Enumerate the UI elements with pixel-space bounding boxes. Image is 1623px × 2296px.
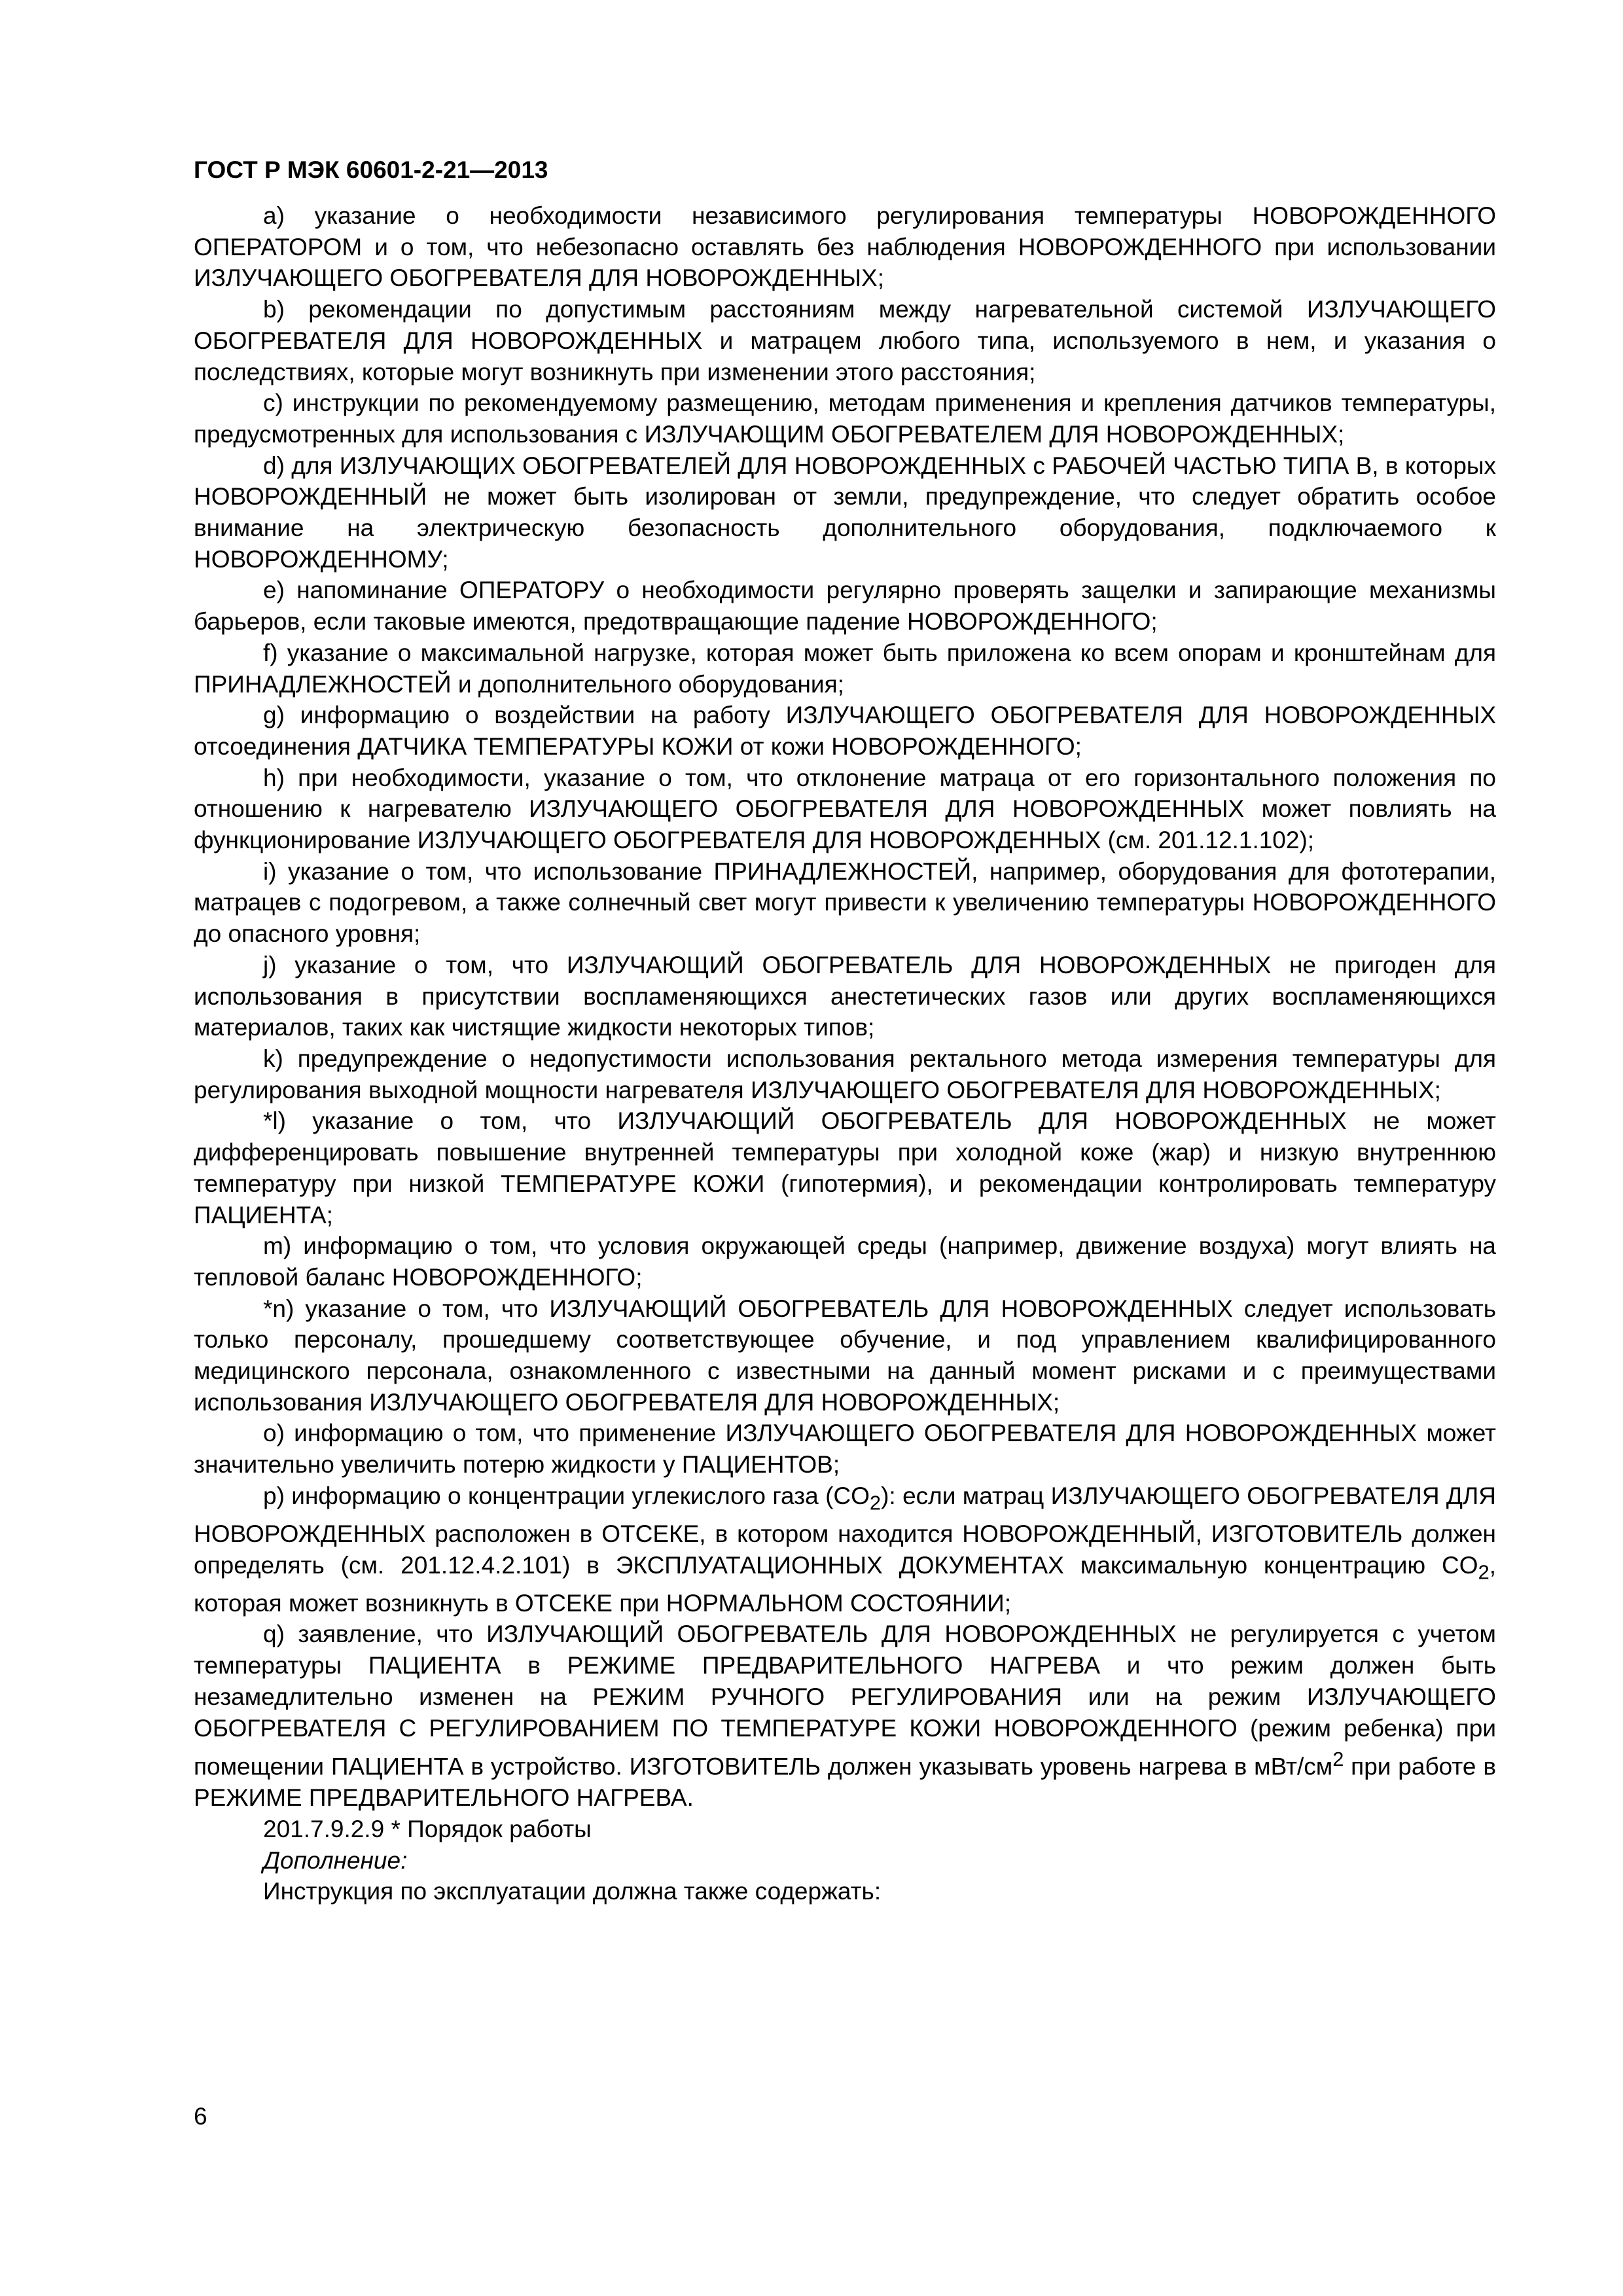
list-item-k: k) предупреждение о недопустимости использования ректального метода измерения температуры для регулирования выходной мощности нагревателя ИЗЛУЧАЮЩЕГО ОБОГРЕВАТЕЛЯ ДЛЯ НОВОРОЖДЕННЫХ; [194, 1045, 1496, 1103]
list-item-f: f) указание о максимальной нагрузке, которая может быть приложена ко всем опорам и кронштейнам для ПРИНАДЛЕЖНОСТЕЙ и дополнительного оборудования; [194, 639, 1496, 698]
list-item-p-text-3: , которая может возникнуть в ОТСЕКЕ при НОРМАЛЬНОМ СОСТОЯНИИ; [194, 1551, 1496, 1617]
page-number: 6 [194, 2103, 207, 2130]
list-item-n: *n) указание о том, что ИЗЛУЧАЮЩИЙ ОБОГРЕВАТЕЛЬ ДЛЯ НОВОРОЖДЕННЫХ следует использовать только персоналу, прошедшему соответствующее обучение, и под управлением квалифицированного медицинского персонала, ознакомленного с известными на данный момент рисками и с преимуществами использования ИЗЛУЧАЮЩЕГО ОБОГРЕВАТЕЛЯ ДЛЯ НОВОРОЖДЕННЫХ; [194, 1295, 1496, 1416]
list-item-q-text-1: q) заявление, что ИЗЛУЧАЮЩИЙ ОБОГРЕВАТЕЛЬ ДЛЯ НОВОРОЖДЕННЫХ не регулируется с учетом температуры ПАЦИЕНТА в РЕЖИМЕ ПРЕДВАРИТЕЛЬНОГО НАГРЕВА и что режим должен быть незамедлительно изменен на РЕЖИМ РУЧНОГО РЕГУЛИРОВАНИЯ или на режим ИЗЛУЧАЮЩЕГО ОБОГРЕВАТЕЛЯ С РЕГУЛИРОВАНИЕМ ПО ТЕМПЕРАТУРЕ КОЖИ НОВОРОЖДЕННОГО (режим ребенка) при помещении ПАЦИЕНТА в устройство. ИЗГОТОВИТЕЛЬ должен указывать уровень нагрева в мВт/см [194, 1621, 1496, 1780]
list-item-l: *l) указание о том, что ИЗЛУЧАЮЩИЙ ОБОГРЕВАТЕЛЬ ДЛЯ НОВОРОЖДЕННЫХ не может дифференцировать повышение внутренней температуры при холодной коже (жар) и низкую внутреннюю температуру при низкой ТЕМПЕРАТУРЕ КОЖИ (гипотермия), и рекомендации контролировать температуру ПАЦИЕНТА; [194, 1107, 1496, 1229]
list-item-a: a) указание о необходимости независимого регулирования температуры НОВОРОЖДЕННОГО ОПЕРАТОРОМ и о том, что небезопасно оставлять без наблюдения НОВОРОЖДЕННОГО при использовании ИЗЛУЧАЮЩЕГО ОБОГРЕВАТЕЛЯ ДЛЯ НОВОРОЖДЕННЫХ; [194, 202, 1496, 292]
co2-subscript-2: 2 [1478, 1560, 1489, 1584]
list-item-p [194, 1480, 1496, 1619]
cm2-superscript: 2 [1332, 1748, 1344, 1771]
list-item-i: i) указание о том, что использование ПРИНАДЛЕЖНОСТЕЙ, например, оборудования для фототерапии, матрацев с подогревом, а также солнечный свет могут привести к увеличению температуры НОВОРОЖДЕННОГО до опасного уровня; [194, 857, 1496, 948]
instruction-text: Инструкция по эксплуатации должна также содержать: [263, 1878, 882, 1905]
list-item-h: h) при необходимости, указание о том, что отклонение матраца от его горизонтального положения по отношению к нагревателю ИЗЛУЧАЮЩЕГО ОБОГРЕВАТЕЛЯ ДЛЯ НОВОРОЖДЕННЫХ может повлиять на функционирование ИЗЛУЧАЮЩЕГО ОБОГРЕВАТЕЛЯ ДЛЯ НОВОРОЖДЕННЫХ (см. 201.12.1.102); [194, 764, 1496, 854]
addition-label: Дополнение: [263, 1846, 408, 1874]
list-item-c: c) инструкции по рекомендуемому размещению, методам применения и крепления датчиков температуры, предусмотренных для использования с ИЗЛУЧАЮЩИМ ОБОГРЕВАТЕЛЕМ ДЛЯ НОВОРОЖДЕННЫХ; [194, 389, 1496, 448]
list-item-b: b) рекомендации по допустимым расстояниям между нагревательной системой ИЗЛУЧАЮЩЕГО ОБОГРЕВАТЕЛЯ ДЛЯ НОВОРОЖДЕННЫХ и матрацем любого типа, используемого в нем, и указания о последствиях, которые могут возникнуть при изменении этого расстояния; [194, 296, 1496, 386]
list-item-g: g) информацию о воздействии на работу ИЗЛУЧАЮЩЕГО ОБОГРЕВАТЕЛЯ ДЛЯ НОВОРОЖДЕННЫХ отсоединения ДАТЧИКА ТЕМПЕРАТУРЫ КОЖИ от кожи НОВОРОЖДЕННОГО; [194, 702, 1496, 760]
list-item-e: e) напоминание ОПЕРАТОРУ о необходимости регулярно проверять защелки и запирающие механизмы барьеров, если таковые имеются, предотвращающие падение НОВОРОЖДЕННОГО; [194, 577, 1496, 636]
list-item-q [194, 1619, 1496, 1814]
list-item-q-text-2: при работе в РЕЖИМЕ ПРЕДВАРИТЕЛЬНОГО НАГРЕВА. [194, 1753, 1496, 1812]
list-item-o: o) информацию о том, что применение ИЗЛУЧАЮЩЕГО ОБОГРЕВАТЕЛЯ ДЛЯ НОВОРОЖДЕННЫХ может значительно увеличить потерю жидкости у ПАЦИЕНТОВ; [194, 1420, 1496, 1479]
list-item-m: m) информацию о том, что условия окружающей среды (например, движение воздуха) могут влиять на тепловой баланс НОВОРОЖДЕННОГО; [194, 1232, 1496, 1291]
document-header: ГОСТ Р МЭК 60601-2-21—2013 [194, 156, 548, 183]
list-item-p-text-1: p) информацию о концентрации углекислого газа (CO [263, 1482, 870, 1509]
document-body [194, 200, 1496, 1907]
list-item-j: j) указание о том, что ИЗЛУЧАЮЩИЙ ОБОГРЕВАТЕЛЬ ДЛЯ НОВОРОЖДЕННЫХ не пригоден для использования в присутствии воспламеняющихся анестетических газов или других воспламеняющихся материалов, таких как чистящие жидкости некоторых типов; [194, 951, 1496, 1041]
list-item-d: d) для ИЗЛУЧАЮЩИХ ОБОГРЕВАТЕЛЕЙ ДЛЯ НОВОРОЖДЕННЫХ с РАБОЧЕЙ ЧАСТЬЮ ТИПА В, в которых НОВОРОЖДЕННЫЙ не может быть изолирован от земли, предупреждение, что следует обратить особое внимание на электрическую безопасность дополнительного оборудования, подключаемого к НОВОРОЖДЕННОМУ; [194, 452, 1496, 573]
co2-subscript: 2 [869, 1491, 882, 1515]
list-item-p-text-2: ): если матрац ИЗЛУЧАЮЩЕГО ОБОГРЕВАТЕЛЯ ДЛЯ НОВОРОЖДЕННЫХ расположен в ОТСЕКЕ, в котором находится НОВОРОЖДЕННЫЙ, ИЗГОТОВИТЕЛЬ должен определять (см. 201.12.4.2.101) в ЭКСПЛУАТАЦИОННЫХ ДОКУМЕНТАХ максимальную концентрацию CO [194, 1482, 1496, 1579]
section-heading: 201.7.9.2.9 * Порядок работы [263, 1815, 592, 1842]
